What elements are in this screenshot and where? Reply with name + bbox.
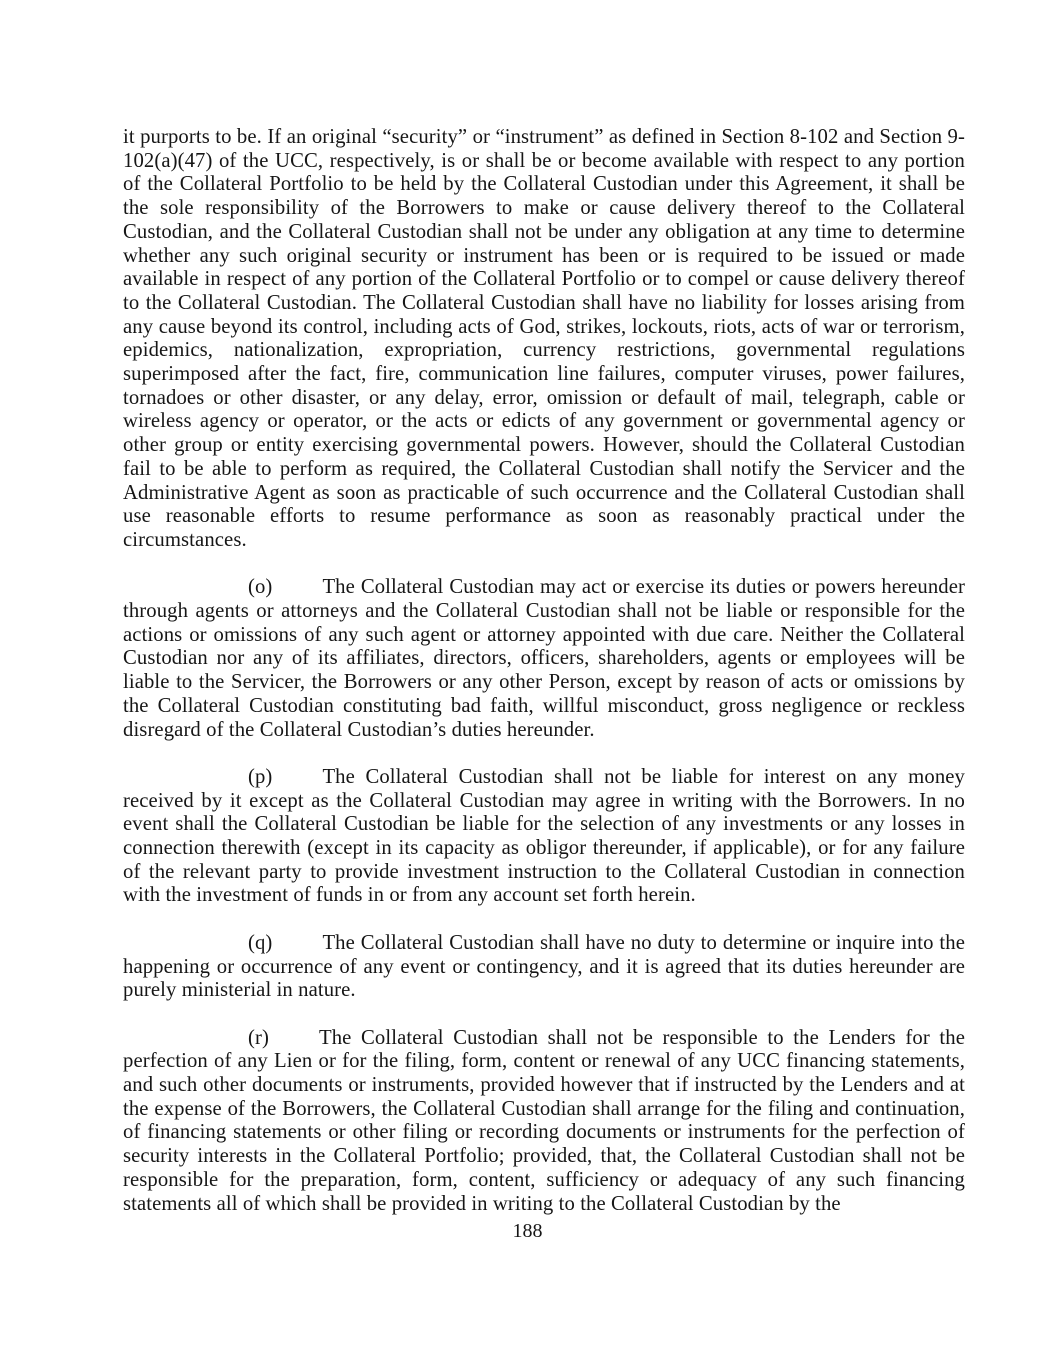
paragraph-label: (q) xyxy=(248,931,273,954)
paragraph-text: The Collateral Custodian shall not be responsible to the Lenders for the perfection of any Lien or for the filing, form, content or renewal of any UCC financing statements, and such other documents or instruments, provided however that if instructed by the Lenders and at the expense of the Borrowers, the Collateral Custodian shall arrange for the filing and continuation, of financing statements or other filing or recording documents or instruments for the perfection of security interests in the Collateral Portfolio; provided, that, the Collateral Custodian shall not be responsible for the preparation, form, content, sufficiency or adequacy of any such financing statements all of which shall be provided in writing to the Collateral Custodian by the xyxy=(123,1026,965,1215)
paragraph-text: it purports to be. If an original “security” or “instrument” as defined in Section 8-102 and Section 9-102(a)(47) of the UCC, respectively, is or shall be or become available with respect to any portion of the Collateral Portfolio to be held by the Collateral Custodian under this Agreement, it shall be the sole responsibility of the Borrowers to make or cause delivery thereof to the Collateral Custodian, and the Collateral Custodian shall not be under any obligation at any time to determine whether any such original security or instrument has been or is required to be issued or made available in respect of any portion of the Collateral Portfolio or to compel or cause delivery thereof to the Collateral Custodian. The Collateral Custodian shall have no liability for losses arising from any cause beyond its control, including acts of God, strikes, lockouts, riots, acts of war or terrorism, epidemics, nationalization, expropriation, currency restrictions, governmental regulations superimposed after the fact, fire, communication line failures, computer viruses, power failures, tornadoes or other disaster, or any delay, error, omission or default of mail, telegraph, cable or wireless agency or operator, or the acts or edicts of any government or governmental agency or other group or entity exercising governmental powers. However, should the Collateral Custodian fail to be able to perform as required, the Collateral Custodian shall notify the Servicer and the Administrative Agent as soon as practicable of such occurrence and the Collateral Custodian shall use reasonable efforts to resume performance as soon as reasonably practical under the circumstances. xyxy=(123,126,965,551)
paragraph-r xyxy=(123,1027,965,1217)
paragraph-continuation xyxy=(123,126,965,553)
paragraph-label: (p) xyxy=(248,765,273,788)
paragraph-q xyxy=(123,932,965,1003)
paragraph-text: The Collateral Custodian shall have no duty to determine or inquire into the happening or occurrence of any event or contingency, and it is agreed that its duties hereunder are purely ministerial in nature. xyxy=(123,931,965,1002)
paragraph-label: (r) xyxy=(248,1026,269,1049)
paragraph-label: (o) xyxy=(248,576,273,599)
document-body xyxy=(123,126,965,1216)
paragraph-text: The Collateral Custodian may act or exercise its duties or powers hereunder through agents or attorneys and the Collateral Custodian shall not be liable or responsible for the actions or omissions of any such agent or attorney appointed with due care. Neither the Collateral Custodian nor any of its affiliates, directors, officers, shareholders, agents or employees will be liable to the Servicer, the Borrowers or any other Person, except by reason of acts or omissions by the Collateral Custodian constituting bad faith, willful misconduct, gross negligence or reckless disregard of the Collateral Custodian’s duties hereunder. xyxy=(123,576,965,741)
page-number: 188 xyxy=(512,1220,543,1242)
paragraph-text: The Collateral Custodian shall not be liable for interest on any money received by it except as the Collateral Custodian may agree in writing with the Borrowers. In no event shall the Collateral Custodian be liable for the selection of any investments or any losses in connection therewith (except in its capacity as obligor thereunder, if applicable), or for any failure of the relevant party to provide investment instruction to the Collateral Custodian in connection with the investment of funds in or from any account set forth herein. xyxy=(123,765,965,907)
paragraph-p xyxy=(123,766,965,908)
paragraph-o xyxy=(123,576,965,742)
